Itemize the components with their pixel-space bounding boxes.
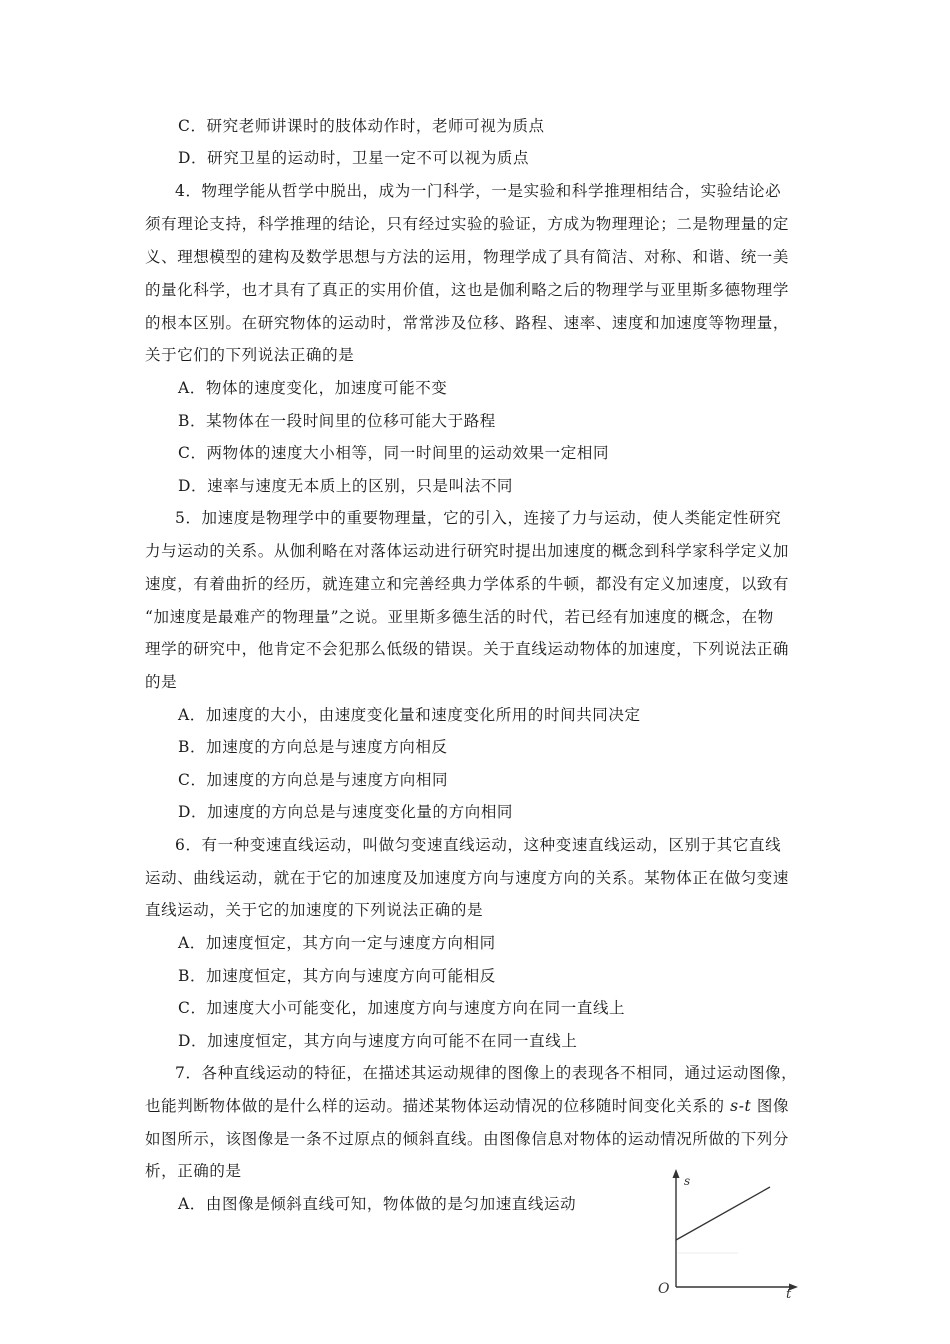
q6-stem-line-2: 运动、曲线运动，就在于它的加速度及加速度方向与速度方向的关系。某物体正在做匀变速 <box>145 869 790 887</box>
q4-stem-line-4: 的量化科学，也才具有了真正的实用价值，这也是伽利略之后的物理学与亚里斯多德物理学 <box>145 281 790 299</box>
graph-y-arrow <box>673 1169 680 1178</box>
graph-y-label: s <box>684 1174 691 1188</box>
q5-stem-line-3: 速度，有着曲折的经历，就连建立和完善经典力学体系的牛顿，都没有定义加速度，以致有 <box>145 575 790 593</box>
q4-option-d: D．速率与速度无本质上的区别，只是叫法不同 <box>178 477 514 495</box>
q6-option-c: C．加速度大小可能变化，加速度方向与速度方向在同一直线上 <box>178 999 626 1017</box>
q6-option-d: D．加速度恒定，其方向与速度方向可能不在同一直线上 <box>178 1032 578 1050</box>
q7-stem-line-1: 7．各种直线运动的特征，在描述其运动规律的图像上的表现各不相同，通过运动图像， <box>175 1064 798 1082</box>
graph-data-line <box>676 1187 770 1240</box>
q4-option-a: A．物体的速度变化，加速度可能不变 <box>178 379 448 397</box>
q3-option-d: D．研究卫星的运动时，卫星一定不可以视为质点 <box>178 149 530 167</box>
q5-option-d: D．加速度的方向总是与速度变化量的方向相同 <box>178 803 514 821</box>
q5-stem-line-6: 的是 <box>145 673 178 691</box>
q7-option-a: A．由图像是倾斜直线可知，物体做的是匀加速直线运动 <box>178 1195 577 1213</box>
q6-option-a: A．加速度恒定，其方向一定与速度方向相同 <box>178 934 496 952</box>
q6-stem-line-3: 直线运动，关于它的加速度的下列说法正确的是 <box>145 901 484 919</box>
q4-stem-line-3: 义、理想模型的建构及数学思想与方法的运用，物理学成了具有简洁、对称、和谐、统一美 <box>145 248 790 266</box>
q4-stem-line-6: 关于它们的下列说法正确的是 <box>145 346 355 364</box>
q4-stem-line-5: 的根本区别。在研究物体的运动时，常常涉及位移、路程、速率、速度和加速度等物理量， <box>145 314 790 332</box>
q4-stem-line-1: 4．物理学能从哲学中脱出，成为一门科学，一是实验和科学推理相结合，实验结论必 <box>175 182 782 200</box>
q7-stem-line-2-text: 也能判断物体做的是什么样的运动。描述某物体运动情况的位移随时间变化关系的 <box>145 1097 725 1115</box>
q7-st-graph <box>648 1165 808 1300</box>
q5-option-c: C．加速度的方向总是与速度方向相同 <box>178 771 449 789</box>
q3-option-c: C．研究老师讲课时的肢体动作时，老师可视为质点 <box>178 117 545 135</box>
q6-option-b: B．加速度恒定，其方向与速度方向可能相反 <box>178 967 496 985</box>
q4-stem-line-2: 须有理论支持，科学推理的结论，只有经过实验的验证，方成为物理理论；二是物理量的定 <box>145 215 790 233</box>
q5-stem-line-1: 5．加速度是物理学中的重要物理量，它的引入，连接了力与运动，使人类能定性研究 <box>175 509 782 527</box>
q5-stem-line-4: “加速度是最难产的物理量”之说。亚里斯多德生活的时代，若已经有加速度的概念，在物 <box>145 608 774 626</box>
q7-stem-line-2-tail: 图像 <box>756 1097 790 1115</box>
q4-option-b: B．某物体在一段时间里的位移可能大于路程 <box>178 412 496 430</box>
q5-stem-line-2: 力与运动的关系。从伽利略在对落体运动进行研究时提出加速度的概念到科学家科学定义加 <box>145 542 790 560</box>
graph-origin-label: O <box>658 1281 670 1297</box>
q6-stem-line-1: 6．有一种变速直线运动，叫做匀变速直线运动，这种变速直线运动，区别于其它直线 <box>175 836 782 854</box>
q7-stem-line-3: 如图所示，该图像是一条不过原点的倾斜直线。由图像信息对物体的运动情况所做的下列分 <box>145 1130 790 1148</box>
q5-option-a: A．加速度的大小，由速度变化量和速度变化所用的时间共同决定 <box>178 706 641 724</box>
q5-option-b: B．加速度的方向总是与速度方向相反 <box>178 738 448 756</box>
q7-st-variable: s-t <box>730 1097 752 1115</box>
q7-stem-line-2 <box>145 1096 789 1116</box>
q4-option-c: C．两物体的速度大小相等，同一时间里的运动效果一定相同 <box>178 444 610 462</box>
q7-stem-line-4: 析，正确的是 <box>145 1162 242 1180</box>
q5-stem-line-5: 理学的研究中，他肯定不会犯那么低级的错误。关于直线运动物体的加速度，下列说法正确 <box>145 640 790 658</box>
graph-x-label: t <box>786 1287 792 1300</box>
